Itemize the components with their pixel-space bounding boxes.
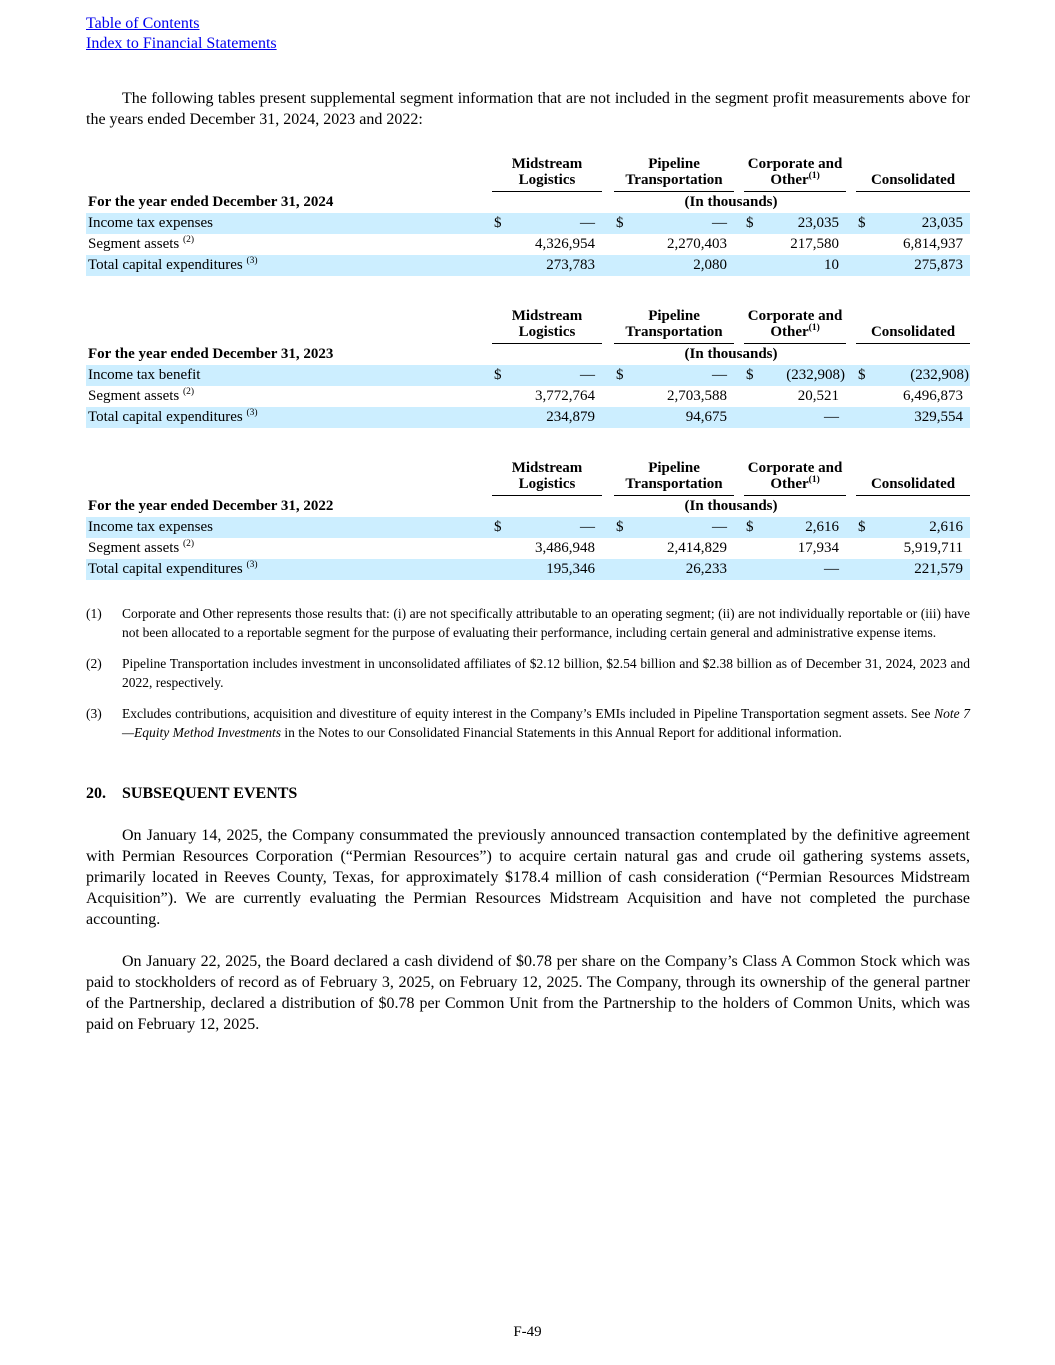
row-label: Segment assets $^{(2)}$	[88, 539, 195, 556]
column-gap	[734, 460, 744, 496]
row-label: Segment assets $^{(2)}$	[88, 387, 195, 404]
dollar-sign-cell	[744, 538, 766, 559]
column-header-row	[86, 156, 970, 192]
dollar-sign-cell	[614, 234, 636, 255]
column-gap	[734, 213, 744, 234]
column-gap	[734, 407, 744, 428]
footnote-text: Pipeline Transportation includes investment in unconsolidated affiliates of $2.12 billion, $2.54 billion and $2.38 billion as of December 31, 2024, 2023 and 2022, respectively.	[122, 656, 970, 690]
column-header: Corporate and Other$^{(1)}$	[744, 308, 846, 344]
column-gap	[846, 234, 856, 255]
value-cell: 3,486,948	[535, 540, 596, 556]
row-label: Total capital expenditures $^{(3)}$	[86, 255, 492, 276]
column-gap	[846, 538, 856, 559]
column-gap	[846, 308, 856, 344]
column-gap	[602, 517, 614, 538]
column-gap	[846, 365, 856, 386]
value-cell: 2,616	[766, 517, 846, 538]
value-cell: —	[514, 213, 602, 234]
dollar-sign-cell	[492, 234, 514, 255]
value-cell: 2,080	[636, 255, 734, 276]
column-header: Consolidated	[856, 308, 970, 344]
table-row	[86, 234, 970, 255]
value-cell: 26,233	[636, 559, 734, 580]
value-cell: 2,616	[878, 517, 970, 538]
column-gap	[846, 213, 856, 234]
paragraph-dividend: On January 22, 2025, the Board declared a cash dividend of $0.78 per share on the Company’s Class A Common Stock which was paid to stockholders of record as of February 3, 2025, on February 12, 2025. The Company, through its ownership of the general partner of the Partnership, declared a distribution of $0.78 per Common Unit from the Partnership to the holders of Common Units, which was paid on February 12, 2025.	[86, 953, 970, 1033]
value-cell: 94,675	[636, 407, 734, 428]
value-cell: 2,703,588	[667, 388, 728, 404]
column-header: Pipeline Transportation	[614, 308, 734, 344]
column-gap	[602, 255, 614, 276]
unit-note: (In thousands)	[684, 194, 778, 210]
segment-table	[86, 460, 970, 580]
segment-table-2024	[86, 156, 970, 276]
top-links	[86, 14, 970, 54]
column-gap	[846, 517, 856, 538]
dollar-sign-cell	[744, 559, 766, 580]
footnote-italic-reference: Note 7—Equity Method Investments	[122, 706, 970, 740]
column-gap	[734, 517, 744, 538]
value-cell: 234,879	[514, 407, 602, 428]
footnote-text: Excludes contributions, acquisition and divestiture of equity interest in the Company’s EMIs included in Pipeline Transportation segment assets. See Note 7—Equity Method Investments in the Notes to our Consolidated Financial Statements in this Annual Report for additional information.	[122, 706, 970, 740]
value-cell: —	[636, 517, 734, 538]
value-cell: —	[766, 559, 846, 580]
column-gap	[602, 308, 614, 344]
intro-paragraph: The following tables present supplemental segment information that are not included in the segment profit measurements above for the years ended December 31, 2024, 2023 and 2022:	[86, 90, 970, 128]
value-cell: (232,908)	[766, 365, 846, 386]
column-gap	[734, 234, 744, 255]
dollar-sign-cell: $	[614, 517, 636, 538]
row-label: Income tax benefit	[86, 365, 492, 386]
table-row	[86, 255, 970, 276]
column-header: Corporate and Other$^{(1)}$	[744, 460, 846, 496]
dollar-sign-cell	[614, 559, 636, 580]
dollar-sign-cell	[744, 255, 766, 276]
table-row	[86, 386, 970, 407]
value-cell: 3,772,764	[535, 388, 596, 404]
table-row	[86, 538, 970, 559]
column-gap	[846, 407, 856, 428]
label-column-head	[86, 460, 492, 496]
dollar-sign-cell	[856, 538, 878, 559]
dollar-sign-cell: $	[614, 213, 636, 234]
column-gap	[846, 156, 856, 192]
column-gap	[734, 559, 744, 580]
dollar-sign-cell	[744, 386, 766, 407]
value-cell: 23,035	[766, 213, 846, 234]
table-row	[86, 559, 970, 580]
value-cell: 5,919,711	[903, 540, 964, 556]
dollar-sign-cell	[492, 538, 514, 559]
year-label: For the year ended December 31, 2024	[88, 194, 334, 210]
dollar-sign-cell: $	[614, 365, 636, 386]
dollar-sign-cell: $	[492, 517, 514, 538]
value-cell: 20,521	[797, 388, 840, 404]
section-number: 20.	[86, 785, 106, 802]
column-gap	[602, 559, 614, 580]
column-header: Pipeline Transportation	[614, 460, 734, 496]
value-cell: —	[514, 517, 602, 538]
footnote-marker: (2)	[86, 656, 102, 671]
row-label: Segment assets $^{(2)}$	[88, 235, 195, 252]
paragraph-permian-acquisition: On January 14, 2025, the Company consummated the previously announced transaction contemplated by the definitive agreement with Permian Resources Corporation (“Permian Resources”) to acquire certain natural gas and crude oil gathering systems assets, primarily located in Reeves County, Texas, for approximately $178.4 million of cash consideration (“Permian Resources Midstream Acquisition”). We are currently evaluating the Permian Resources Midstream Acquisition and have not completed the purchase accounting.	[86, 827, 970, 928]
footnotes	[86, 604, 970, 742]
segment-table	[86, 308, 970, 428]
dollar-sign-cell: $	[492, 365, 514, 386]
dollar-sign-cell	[744, 407, 766, 428]
unit-note: (In thousands)	[684, 498, 778, 514]
column-header: Pipeline Transportation	[614, 156, 734, 192]
column-gap	[734, 308, 744, 344]
segment-table-2023	[86, 308, 970, 428]
section-title: SUBSEQUENT EVENTS	[122, 785, 298, 802]
segment-table	[86, 156, 970, 276]
footnote-marker: (1)	[86, 606, 102, 621]
table-row	[86, 365, 970, 386]
table-row	[86, 213, 970, 234]
dollar-sign-cell: $	[492, 213, 514, 234]
footnote-3	[86, 704, 970, 742]
dollar-sign-cell: $	[856, 213, 878, 234]
column-gap	[734, 538, 744, 559]
footnote-2	[86, 654, 970, 692]
value-cell: 2,270,403	[667, 236, 728, 252]
footnote-text: Corporate and Other represents those results that: (i) are not specifically attributable to an operating segment; (ii) are not individually reportable or (iii) have not been allocated to a reportable segment for the purpose of evaluating their performance, including certain general and administrative expense items.	[122, 606, 970, 640]
dollar-sign-cell: $	[856, 365, 878, 386]
column-gap	[602, 213, 614, 234]
dollar-sign-cell	[614, 255, 636, 276]
dollar-sign-cell	[744, 234, 766, 255]
column-gap	[846, 460, 856, 496]
table-row	[86, 407, 970, 428]
year-label: For the year ended December 31, 2022	[88, 498, 334, 514]
value-cell: 195,346	[514, 559, 602, 580]
value-cell: (232,908)	[878, 365, 970, 386]
dollar-sign-cell: $	[744, 365, 766, 386]
link-index-to-financial-statements[interactable]: Index to Financial Statements	[86, 35, 277, 52]
column-gap	[846, 255, 856, 276]
value-cell: —	[636, 213, 734, 234]
dollar-sign-cell	[856, 255, 878, 276]
label-column-head	[86, 308, 492, 344]
subsequent-events-body	[86, 825, 970, 1035]
row-label: Income tax expenses	[86, 213, 492, 234]
column-header: Midstream Logistics	[492, 308, 602, 344]
column-gap	[734, 156, 744, 192]
footnote-1	[86, 604, 970, 642]
column-gap	[734, 255, 744, 276]
dollar-sign-cell	[492, 559, 514, 580]
row-label: Total capital expenditures $^{(3)}$	[86, 407, 492, 428]
table-row	[86, 517, 970, 538]
dollar-sign-cell	[492, 386, 514, 407]
column-header-row	[86, 460, 970, 496]
year-row	[86, 192, 970, 214]
column-header: Consolidated	[856, 156, 970, 192]
column-header: Midstream Logistics	[492, 156, 602, 192]
value-cell: 275,873	[878, 255, 970, 276]
unit-note: (In thousands)	[684, 346, 778, 362]
column-gap	[602, 234, 614, 255]
dollar-sign-cell: $	[744, 517, 766, 538]
year-row	[86, 496, 970, 518]
value-cell: 6,814,937	[903, 236, 964, 252]
dollar-sign-cell: $	[856, 517, 878, 538]
value-cell: —	[766, 407, 846, 428]
value-cell: 17,934	[797, 540, 840, 556]
value-cell: 221,579	[878, 559, 970, 580]
value-cell: 329,554	[878, 407, 970, 428]
row-label: Total capital expenditures $^{(3)}$	[86, 559, 492, 580]
value-cell: —	[514, 365, 602, 386]
dollar-sign-cell	[614, 538, 636, 559]
footnote-marker: (3)	[86, 706, 102, 721]
dollar-sign-cell	[856, 234, 878, 255]
segment-table-2022	[86, 460, 970, 580]
column-gap	[734, 365, 744, 386]
column-gap	[846, 386, 856, 407]
column-gap	[602, 386, 614, 407]
section-heading	[86, 784, 970, 804]
value-cell: 4,326,954	[535, 236, 596, 252]
column-gap	[734, 386, 744, 407]
column-header: Consolidated	[856, 460, 970, 496]
dollar-sign-cell	[856, 386, 878, 407]
dollar-sign-cell	[856, 407, 878, 428]
column-header-row	[86, 308, 970, 344]
dollar-sign-cell: $	[744, 213, 766, 234]
column-header: Midstream Logistics	[492, 460, 602, 496]
dollar-sign-cell	[492, 407, 514, 428]
column-gap	[602, 460, 614, 496]
column-gap	[602, 407, 614, 428]
dollar-sign-cell	[614, 407, 636, 428]
column-gap	[846, 559, 856, 580]
value-cell: 273,783	[514, 255, 602, 276]
value-cell: 23,035	[878, 213, 970, 234]
dollar-sign-cell	[492, 255, 514, 276]
column-gap	[602, 365, 614, 386]
year-label: For the year ended December 31, 2023	[88, 346, 334, 362]
link-table-of-contents[interactable]: Table of Contents	[86, 15, 200, 32]
value-cell: 10	[766, 255, 846, 276]
value-cell: 6,496,873	[903, 388, 964, 404]
value-cell: 2,414,829	[667, 540, 728, 556]
column-gap	[602, 538, 614, 559]
label-column-head	[86, 156, 492, 192]
page-number: F-49	[513, 1324, 542, 1340]
dollar-sign-cell	[856, 559, 878, 580]
year-row	[86, 344, 970, 366]
column-header: Corporate and Other$^{(1)}$	[744, 156, 846, 192]
value-cell: —	[636, 365, 734, 386]
dollar-sign-cell	[614, 386, 636, 407]
row-label: Income tax expenses	[86, 517, 492, 538]
value-cell: 217,580	[790, 236, 840, 252]
column-gap	[602, 156, 614, 192]
